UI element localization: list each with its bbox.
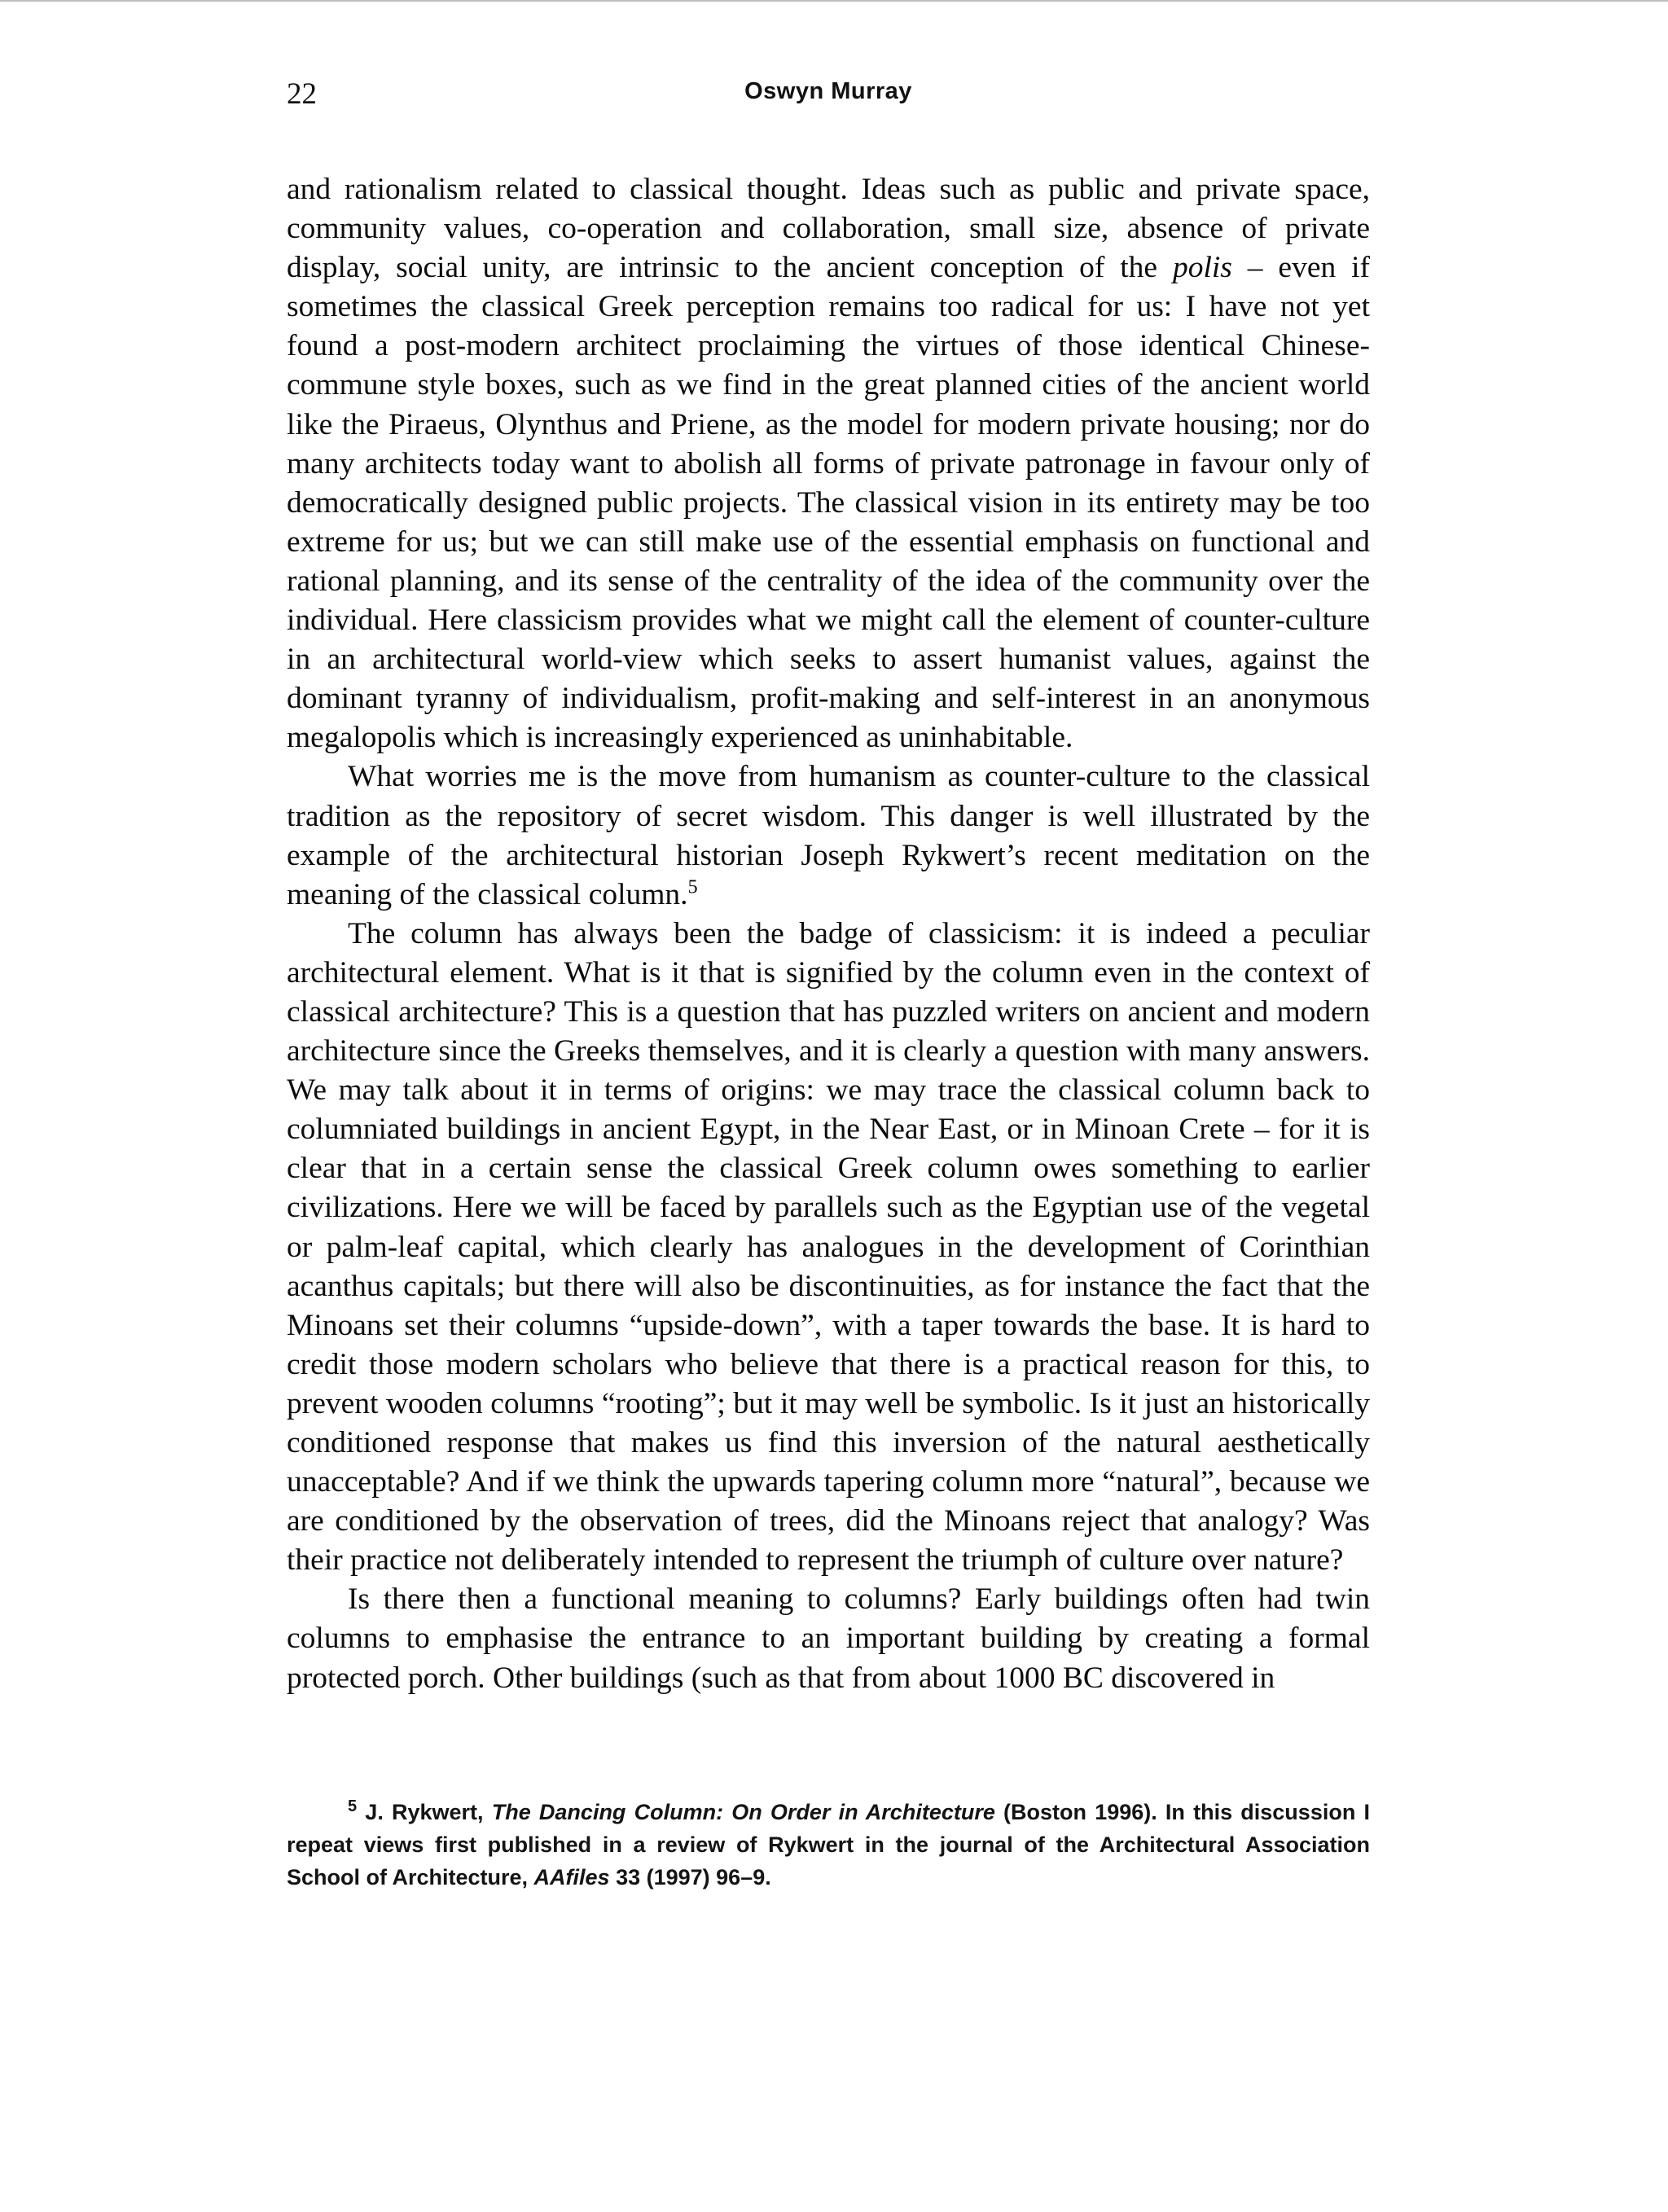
- footnote-middle: (Boston 1996). In this discussion I repeat views first published in a review of Rykwert in the journal of the Architectural Association School of Architecture,: [287, 1800, 1370, 1889]
- paragraph-1-italic: polis: [1172, 251, 1232, 285]
- footnote-end: 33 (1997) 96–9.: [609, 1865, 771, 1889]
- footnote-mark: 5: [348, 1797, 358, 1815]
- paragraph-1-text-a: and rationalism related to classical thought. Ideas such as public and private space, community values, co-operation and collaboration, small size, absence of private display, social unity, are intrinsic to the ancient conception of the: [287, 173, 1370, 285]
- footnote-book-title: The Dancing Column: On Order in Architecture: [491, 1800, 995, 1824]
- footnote-text: [287, 1796, 1370, 1894]
- paragraph-1-text-b: – even if sometimes the classical Greek perception remains too radical for us: I have not yet found a post-modern architect proclaiming the virtues of those identical Chinese-commune style boxes, such as we find in the great planned cities of the ancient world like the Piraeus, Olynthus and Priene, as the model for modern private housing; nor do many architects today want to abolish all forms of private patronage in favour only of democratically designed public projects. The classical vision in its entirety may be too extreme for us; but we can still make use of the essential emphasis on functional and rational planning, and its sense of the centrality of the idea of the community over the individual. Here classicism provides what we might call the element of counter-culture in an architectural world-view which seeks to assert humanist values, against the dominant tyranny of individualism, profit-making and self-interest in an anonymous megalopolis which is increasingly experienced as uninhabitable.: [287, 251, 1370, 755]
- running-head: [287, 77, 1370, 117]
- paragraph-2-text: What worries me is the move from humanism as counter-culture to the classical tradition as the repository of secret wisdom. This danger is well illustrated by the example of the architectural historian Joseph Rykwert’s recent meditation on the meaning of the classical column.: [287, 760, 1370, 911]
- paragraph-4: Is there then a functional meaning to columns? Early buildings often had twin columns to emphasise the entrance to an important building by creating a formal protected porch. Other buildings (such as that from about 1000 BC discovered in: [287, 1582, 1370, 1695]
- footnote: [287, 1796, 1370, 1894]
- footnote-author: J. Rykwert,: [357, 1800, 492, 1824]
- paragraph-2: [287, 757, 1370, 914]
- body-text: [287, 170, 1370, 1698]
- paragraph-1: [287, 170, 1370, 757]
- footnote-reference[interactable]: 5: [687, 876, 698, 898]
- paragraph-3: The column has always been the badge of classicism: it is indeed a peculiar architectural element. What is it that is signified by the column even in the context of classical architecture? This is a question that has puzzled writers on ancient and modern architecture since the Greeks themselves, and it is clearly a question with many answers. We may talk about it in terms of origins: we may trace the classical column back to columniated buildings in ancient Egypt, in the Near East, or in Minoan Crete – for it is clear that in a certain sense the classical Greek column owes something to earlier civilizations. Here we will be faced by parallels such as the Egyptian use of the vegetal or palm-leaf capital, which clearly has analogues in the development of Corinthian acanthus capitals; but there will also be discontinuities, as for instance the fact that the Minoans set their columns “upside-down”, with a taper towards the base. It is hard to credit those modern scholars who believe that there is a practical reason for this, to prevent wooden columns “rooting”; but it may well be symbolic. Is it just an historically conditioned response that makes us find this inversion of the natural aesthetically unacceptable? And if we think the upwards tapering column more “natural”, because we are conditioned by the observation of trees, did the Minoans reject that analogy? Was their practice not deliberately intended to represent the triumph of culture over nature?: [287, 916, 1370, 1578]
- running-title: Oswyn Murray: [744, 78, 912, 104]
- page-number: 22: [287, 77, 317, 111]
- footnote-journal: AAfiles: [533, 1865, 610, 1889]
